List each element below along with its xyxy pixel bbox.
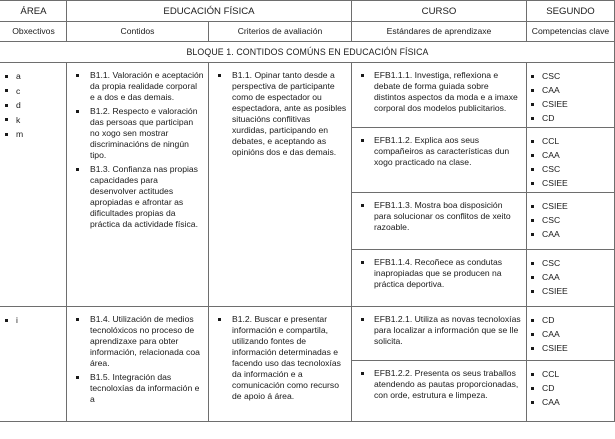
competence-item: CSC: [531, 164, 614, 175]
course-label: CURSO: [352, 1, 527, 22]
subject-title: EDUCACIÓN FÍSICA: [67, 1, 352, 22]
standard-cell: [352, 250, 527, 307]
contents-cell: [67, 63, 209, 307]
competence-cell: [527, 250, 615, 307]
competences-header: Competencias clave: [527, 22, 615, 42]
competence-item: CCL: [531, 369, 614, 380]
contents-cell: [67, 307, 209, 422]
standard-item: EFB1.1.4. Recoñece as condutas inapropiadas que se producen na práctica deportiva.: [361, 257, 522, 290]
objectives-header: Obxectivos: [1, 22, 67, 42]
content-item: B1.4. Utilización de medios tecnolóxicos no proceso de aprendizaxe para obter información, relacionada coa área.: [76, 314, 204, 369]
standard-item: EFB1.1.2. Explica aos seus compañeiros as características dun xogo practicado na clase.: [361, 135, 522, 168]
standard-cell: [352, 193, 527, 250]
competence-list: [527, 250, 614, 297]
competence-item: CAA: [531, 150, 614, 161]
content-item: B1.1. Valoración e aceptación da propia realidade corporal e a dos e das demais.: [76, 70, 204, 103]
competence-item: CAA: [531, 397, 614, 408]
competence-item: CD: [531, 383, 614, 394]
criteria-item: B1.1. Opinar tanto desde a perspectiva de participante como de espectador ou espectadora, ante as posibles situacións conflitivas xurdidas, participando en debates, e aceptando as opinións dos e das demais.: [218, 70, 347, 158]
competence-item: CD: [531, 315, 614, 326]
competence-item: CAA: [531, 272, 614, 283]
competence-cell: [527, 63, 615, 128]
standard-cell: [352, 307, 527, 361]
header-row-1: [1, 1, 615, 22]
criteria-cell: [209, 307, 352, 422]
objective-item: m: [5, 129, 66, 140]
objectives-list: [1, 307, 66, 326]
block-row: [1, 42, 615, 63]
objectives-cell: [1, 307, 67, 422]
content-item: B1.3. Confianza nas propias capacidades para desenvolver actitudes apropiadas e afrontar as dificultades propias da práctica da actividade física.: [76, 164, 204, 230]
table-row: [1, 63, 615, 128]
criteria-item: B1.2. Buscar e presentar información e compartila, utilizando fontes de información determinadas e facendo uso das tecnoloxías da información e a comunicación como recurso de apoio á área.: [218, 314, 347, 402]
competence-item: CCL: [531, 136, 614, 147]
standards-header: Estándares de aprendizaxe: [352, 22, 527, 42]
objective-item: k: [5, 115, 66, 126]
grade-label: SEGUNDO: [527, 1, 615, 22]
criteria-cell: [209, 63, 352, 307]
competence-cell: [527, 128, 615, 193]
standard-cell: [352, 361, 527, 422]
competence-item: CD: [531, 113, 614, 124]
competence-list: [527, 63, 614, 124]
area-label: ÁREA: [1, 1, 67, 22]
competence-item: CSIEE: [531, 201, 614, 212]
competence-list: [527, 128, 614, 189]
competence-item: CSIEE: [531, 286, 614, 297]
table-row: [1, 307, 615, 361]
competence-cell: [527, 361, 615, 422]
standard-item: EFB1.1.1. Investiga, reflexiona e debate de forma guiada sobre distintos aspectos da moda e a imaxe corporal dos modelos publicitarios.: [361, 70, 522, 114]
competence-item: CAA: [531, 229, 614, 240]
competence-cell: [527, 307, 615, 361]
competence-item: CSIEE: [531, 99, 614, 110]
content-item: B1.2. Respecto e valoración das persoas que participan no xogo sen mostrar discriminacións de ningún tipo.: [76, 106, 204, 161]
header-row-2: [1, 22, 615, 42]
standard-item: EFB1.1.3. Mostra boa disposición para solucionar os conflitos de xeito razoable.: [361, 200, 522, 233]
competence-item: CAA: [531, 85, 614, 96]
competence-list: [527, 193, 614, 240]
block-title: BLOQUE 1. CONTIDOS COMÚNS EN EDUCACIÓN FÍSICA: [1, 42, 615, 63]
competence-item: CSC: [531, 258, 614, 269]
objectives-list: [1, 63, 66, 140]
standard-cell: [352, 63, 527, 128]
content-item: B1.5. Integración das tecnoloxías da información e a: [76, 372, 204, 405]
standard-cell: [352, 128, 527, 193]
competence-item: CAA: [531, 329, 614, 340]
competence-item: CSC: [531, 215, 614, 226]
competence-item: CSIEE: [531, 343, 614, 354]
competence-cell: [527, 193, 615, 250]
criteria-header: Criterios de avaliación: [209, 22, 352, 42]
objectives-cell: [1, 63, 67, 307]
contents-header: Contidos: [67, 22, 209, 42]
competence-item: CSIEE: [531, 178, 614, 189]
objective-item: a: [5, 71, 66, 82]
competence-item: CSC: [531, 71, 614, 82]
objective-item: i: [5, 315, 66, 326]
standard-item: EFB1.2.2. Presenta os seus traballos atendendo as pautas proporcionadas, con orde, estrutura e limpeza.: [361, 368, 522, 401]
standard-item: EFB1.2.1. Utiliza as novas tecnoloxías para localizar a información que se lle solicita.: [361, 314, 522, 347]
objective-item: d: [5, 100, 66, 111]
competence-list: [527, 361, 614, 408]
objective-item: c: [5, 86, 66, 97]
competence-list: [527, 307, 614, 354]
